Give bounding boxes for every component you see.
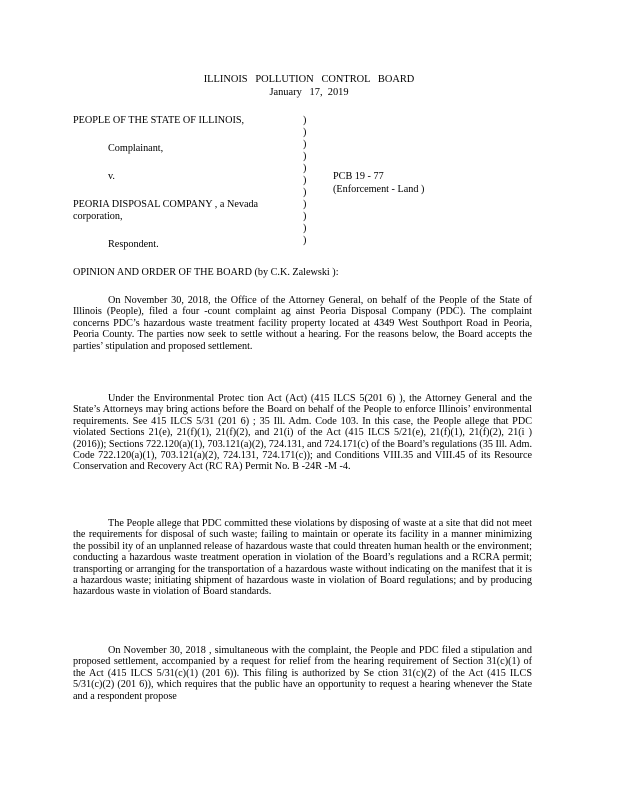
- document-header: [0, 73, 618, 99]
- caption-paren: ): [303, 175, 307, 186]
- complainant-label: Complainant,: [108, 143, 164, 154]
- caption-paren: ): [303, 139, 307, 150]
- body-paragraph: On November 30, 2018 , simultaneous with the complaint, the People and PDC filed a stipulation and proposed settlement, accompanied by a request for relief from the hearing requirement of Section 31(c)(1) of the Act (415 ILCS 5/31(c)(1) (201 6)). This filing is authorized by Se ction 31(c)(2) of the Act (415 ILCS 5/31(c)(2) (201 6)), which requires that the public have an opportunity to request a hearing whenever the State and a respondent propose: [73, 645, 532, 702]
- caption-paren: ): [303, 211, 307, 222]
- board-name: ILLINOIS POLLUTION CONTROL BOARD: [203, 74, 415, 85]
- caption-paren: ): [303, 115, 307, 126]
- case-type: (Enforcement - Land ): [333, 184, 425, 195]
- caption-paren: ): [303, 187, 307, 198]
- plaintiff-name: PEOPLE OF THE STATE OF ILLINOIS,: [73, 115, 245, 126]
- document-date: January 17, 2019: [269, 87, 349, 98]
- respondent-label: Respondent.: [108, 239, 159, 250]
- caption-paren: ): [303, 235, 307, 246]
- opinion-heading: OPINION AND ORDER OF THE BOARD (by C.K. Zalewski ):: [73, 267, 339, 278]
- caption-paren: ): [303, 127, 307, 138]
- body-paragraph: The People allege that PDC committed these violations by disposing of waste at a site that did not meet the requirements for disposal of such waste; failing to maintain or operate its facility in a manner minimizing the possibil ity of an unplanned release of hazardous waste that could threaten human health or the environment; conducting a hazardous waste treatment operation in violation of the Board’s regulations and a RCRA permit; transporting or arranging for the transportation of a hazardous waste without indicating on the manifest that it is a hazardous waste; initiating shipment of hazardous waste in violation of Board regulations; and by producing hazardous waste in violation of Board standards.: [73, 518, 532, 598]
- defendant-name-line2: corporation,: [73, 211, 123, 222]
- caption-paren: ): [303, 223, 307, 234]
- defendant-name-line1: PEORIA DISPOSAL COMPANY , a Nevada: [73, 199, 259, 210]
- caption-paren: ): [303, 151, 307, 162]
- caption-paren: ): [303, 163, 307, 174]
- body-paragraph: On November 30, 2018, the Office of the Attorney General, on behalf of the People of the State of Illinois (People), filed a four -count complaint ag ainst Peoria Disposal Company (PDC). The complaint concerns PDC’s hazardous waste treatment facility property located at 4349 West Southport Road in Peoria, Peoria County. The parties now seek to settle without a hearing. For the reasons below, the Board accepts the parties’ stipulation and proposed settlement.: [73, 295, 532, 352]
- body-paragraph: Under the Environmental Protec tion Act (Act) (415 ILCS 5(201 6) ), the Attorney General and the State’s Attorneys may bring actions before the Board on behalf of the People to enforce Illinois’ environmental requirements. See 415 ILCS 5/31 (201 6) ; 35 Ill. Adm. Code 103. In this case, the People allege that PDC violated Sections 21(e), 21(f)(1), 21(f)(2), and 21(i) of the Act (415 ILCS 5/21(e), 21(f)(1), 21(f)(2), 21(i ) (2016)); Sections 722.120(a)(1), 703.121(a)(2), 724.131, and 724.171(c) of the Board’s regulations (35 Ill. Adm. Code 722.120(a)(1), 703.121(a)(2), 724.131, 724.171(c)); and Conditions VIII.35 and VIII.45 of its Resource Conservation and Recovery Act (RC RA) Permit No. B -24R -M -4.: [73, 393, 532, 473]
- case-caption: [73, 115, 543, 255]
- caption-paren: ): [303, 199, 307, 210]
- case-number: PCB 19 - 77: [333, 171, 384, 182]
- versus-label: v.: [108, 171, 115, 182]
